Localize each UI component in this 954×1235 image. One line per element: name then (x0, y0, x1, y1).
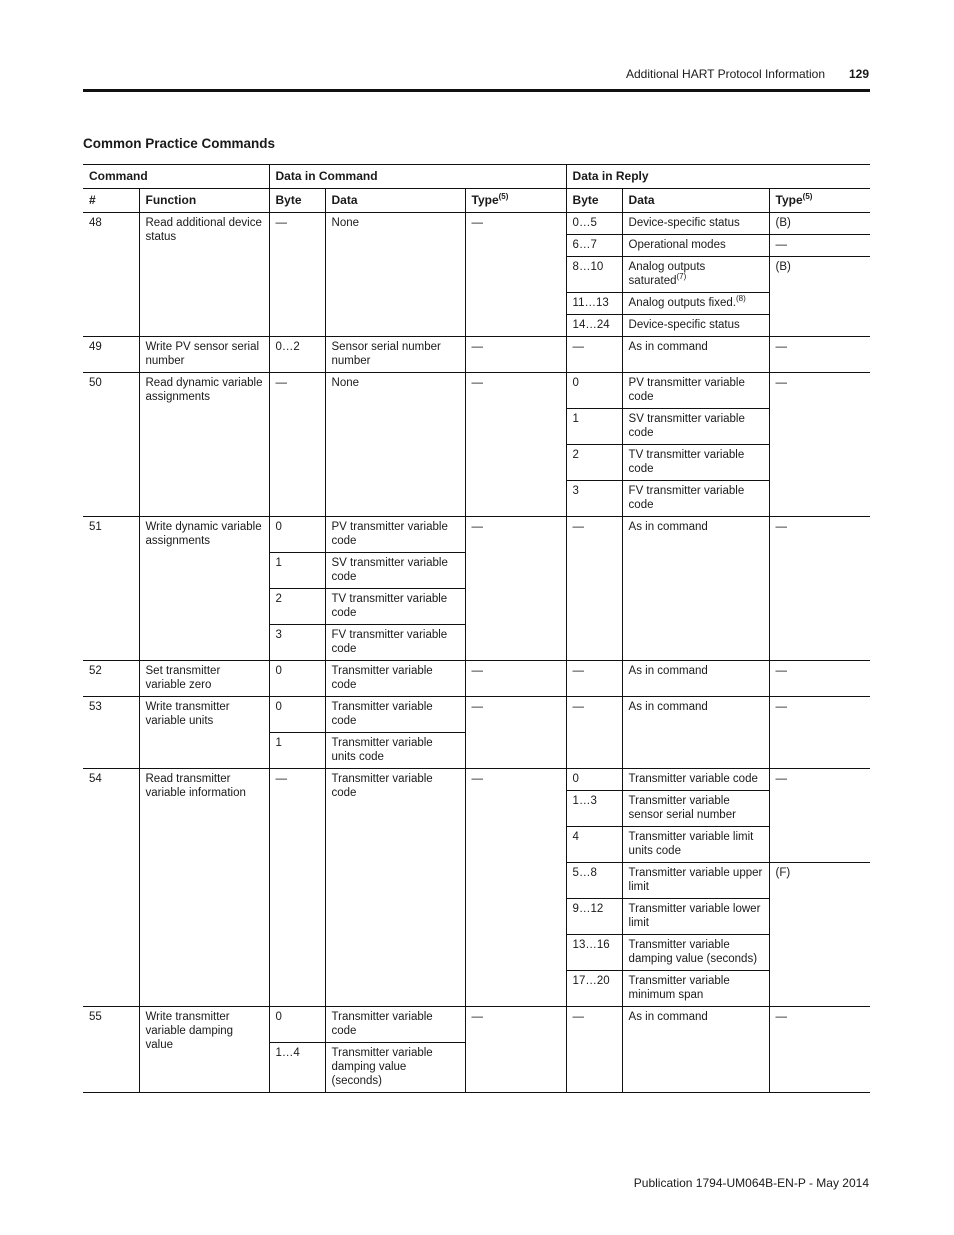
col-function: Function (139, 189, 269, 213)
col-rep-type: Type$^{(5)}$ (769, 189, 870, 213)
cmd-byte: — (269, 769, 325, 1007)
table-row (83, 661, 870, 697)
cmd-byte: — (269, 373, 325, 517)
table-row (83, 373, 870, 409)
cmd-data: None (325, 373, 465, 517)
reply-type: — (769, 337, 870, 373)
page-number: 129 (848, 67, 869, 81)
cmd-data: None (325, 213, 465, 337)
cmd-byte: 2 (269, 589, 325, 625)
cmd-byte: 0 (269, 517, 325, 553)
reply-byte: 14…24 (566, 315, 622, 337)
reply-byte: 5…8 (566, 863, 622, 899)
cmd-byte: 0 (269, 661, 325, 697)
reply-data: As in command (622, 697, 769, 769)
reply-byte: 1…3 (566, 791, 622, 827)
col-rep-data: Data (622, 189, 769, 213)
cmd-data: Sensor serial number number (325, 337, 465, 373)
reply-data: Transmitter variable damping value (seconds) (622, 935, 769, 971)
reply-type: — (769, 661, 870, 697)
reply-byte: 11…13 (566, 293, 622, 315)
col-cmd-byte: Byte (269, 189, 325, 213)
cmd-function: Write dynamic variable assignments (139, 517, 269, 661)
cmd-number: 55 (83, 1007, 139, 1093)
reply-byte: 0 (566, 769, 622, 791)
col-num: # (83, 189, 139, 213)
reply-byte: — (566, 697, 622, 769)
cmd-byte: 3 (269, 625, 325, 661)
reply-type: — (769, 769, 870, 863)
reply-data: TV transmitter variable code (622, 445, 769, 481)
header-rule (83, 89, 870, 92)
reply-data: Transmitter variable minimum span (622, 971, 769, 1007)
table-row (83, 1007, 870, 1043)
reply-byte: 1 (566, 409, 622, 445)
cmd-data: Transmitter variable code (325, 1007, 465, 1043)
cmd-type: — (465, 517, 566, 661)
cmd-data: Transmitter variable units code (325, 733, 465, 769)
cmd-byte: 1 (269, 553, 325, 589)
cmd-type: — (465, 661, 566, 697)
reply-byte: 0…5 (566, 213, 622, 235)
reply-byte: 13…16 (566, 935, 622, 971)
group-command: Command (83, 165, 269, 189)
group-data-in-command: Data in Command (269, 165, 566, 189)
footnote-ref: (5) (498, 192, 509, 201)
reply-byte: — (566, 337, 622, 373)
reply-data: As in command (622, 661, 769, 697)
cmd-byte: 0…2 (269, 337, 325, 373)
group-data-in-reply: Data in Reply (566, 165, 870, 189)
table-row (83, 517, 870, 553)
reply-data: Device-specific status (622, 315, 769, 337)
publication-footer: Publication 1794-UM064B-EN-P - May 2014 (633, 1176, 869, 1190)
cmd-data: Transmitter variable code (325, 661, 465, 697)
cmd-function: Read dynamic variable assignments (139, 373, 269, 517)
cmd-type: — (465, 1007, 566, 1093)
cmd-number: 54 (83, 769, 139, 1007)
reply-byte: — (566, 661, 622, 697)
cmd-data: Transmitter variable code (325, 697, 465, 733)
cmd-byte: 0 (269, 1007, 325, 1043)
footnote-ref: (8) (735, 294, 746, 304)
reply-type: (F) (769, 863, 870, 1007)
cmd-function: Read transmitter variable information (139, 769, 269, 1007)
col-cmd-data: Data (325, 189, 465, 213)
cmd-function: Write PV sensor serial number (139, 337, 269, 373)
reply-byte: 8…10 (566, 257, 622, 293)
cmd-byte: 1 (269, 733, 325, 769)
reply-byte: 2 (566, 445, 622, 481)
reply-type: — (769, 235, 870, 257)
reply-type: — (769, 697, 870, 769)
cmd-function: Write transmitter variable damping value (139, 1007, 269, 1093)
footnote-ref: (7) (676, 272, 687, 282)
reply-byte: 3 (566, 481, 622, 517)
cmd-data: Transmitter variable damping value (seconds) (325, 1043, 465, 1093)
reply-data: Device-specific status (622, 213, 769, 235)
cmd-byte: — (269, 213, 325, 337)
cmd-data: Transmitter variable code (325, 769, 465, 1007)
reply-type: — (769, 517, 870, 661)
reply-data: As in command (622, 337, 769, 373)
reply-byte: 4 (566, 827, 622, 863)
reply-data: SV transmitter variable code (622, 409, 769, 445)
common-practice-commands-table (83, 164, 870, 1093)
reply-byte: — (566, 1007, 622, 1093)
cmd-data: PV transmitter variable code (325, 517, 465, 553)
cmd-number: 50 (83, 373, 139, 517)
reply-data: Operational modes (622, 235, 769, 257)
group-header-row (83, 165, 870, 189)
reply-type: (B) (769, 213, 870, 235)
column-header-row (83, 189, 870, 213)
col-cmd-type: Type$^{(5)}$ (465, 189, 566, 213)
cmd-function: Read additional device status (139, 213, 269, 337)
reply-data: Transmitter variable code (622, 769, 769, 791)
cmd-function: Set transmitter variable zero (139, 661, 269, 697)
cmd-data: SV transmitter variable code (325, 553, 465, 589)
table-row (83, 697, 870, 733)
reply-data: Transmitter variable upper limit (622, 863, 769, 899)
table-row (83, 213, 870, 235)
footnote-ref: (5) (802, 192, 813, 201)
cmd-type: — (465, 337, 566, 373)
section-title: Common Practice Commands (83, 136, 276, 151)
reply-data: Analog outputs fixed.$^{(8)}$ (622, 293, 769, 315)
table-row (83, 769, 870, 791)
reply-type: (B) (769, 257, 870, 337)
reply-data: As in command (622, 517, 769, 661)
cmd-number: 51 (83, 517, 139, 661)
cmd-function: Write transmitter variable units (139, 697, 269, 769)
reply-byte: 0 (566, 373, 622, 409)
cmd-type: — (465, 373, 566, 517)
cmd-number: 53 (83, 697, 139, 769)
reply-byte: — (566, 517, 622, 661)
col-rep-byte: Byte (566, 189, 622, 213)
cmd-number: 49 (83, 337, 139, 373)
cmd-byte: 1…4 (269, 1043, 325, 1093)
reply-type: — (769, 373, 870, 517)
reply-byte: 6…7 (566, 235, 622, 257)
cmd-number: 52 (83, 661, 139, 697)
cmd-data: FV transmitter variable code (325, 625, 465, 661)
cmd-type: — (465, 769, 566, 1007)
cmd-number: 48 (83, 213, 139, 337)
reply-data: Transmitter variable sensor serial number (622, 791, 769, 827)
reply-data: FV transmitter variable code (622, 481, 769, 517)
cmd-data: TV transmitter variable code (325, 589, 465, 625)
reply-byte: 9…12 (566, 899, 622, 935)
cmd-type: — (465, 213, 566, 337)
reply-data: Analog outputs saturated$^{(7)}$ (622, 257, 769, 293)
reply-data: PV transmitter variable code (622, 373, 769, 409)
cmd-type: — (465, 697, 566, 769)
running-header: Additional HART Protocol Information (626, 67, 825, 81)
reply-data: Transmitter variable limit units code (622, 827, 769, 863)
reply-data: As in command (622, 1007, 769, 1093)
table-row (83, 337, 870, 373)
cmd-byte: 0 (269, 697, 325, 733)
reply-data: Transmitter variable lower limit (622, 899, 769, 935)
reply-byte: 17…20 (566, 971, 622, 1007)
reply-type: — (769, 1007, 870, 1093)
